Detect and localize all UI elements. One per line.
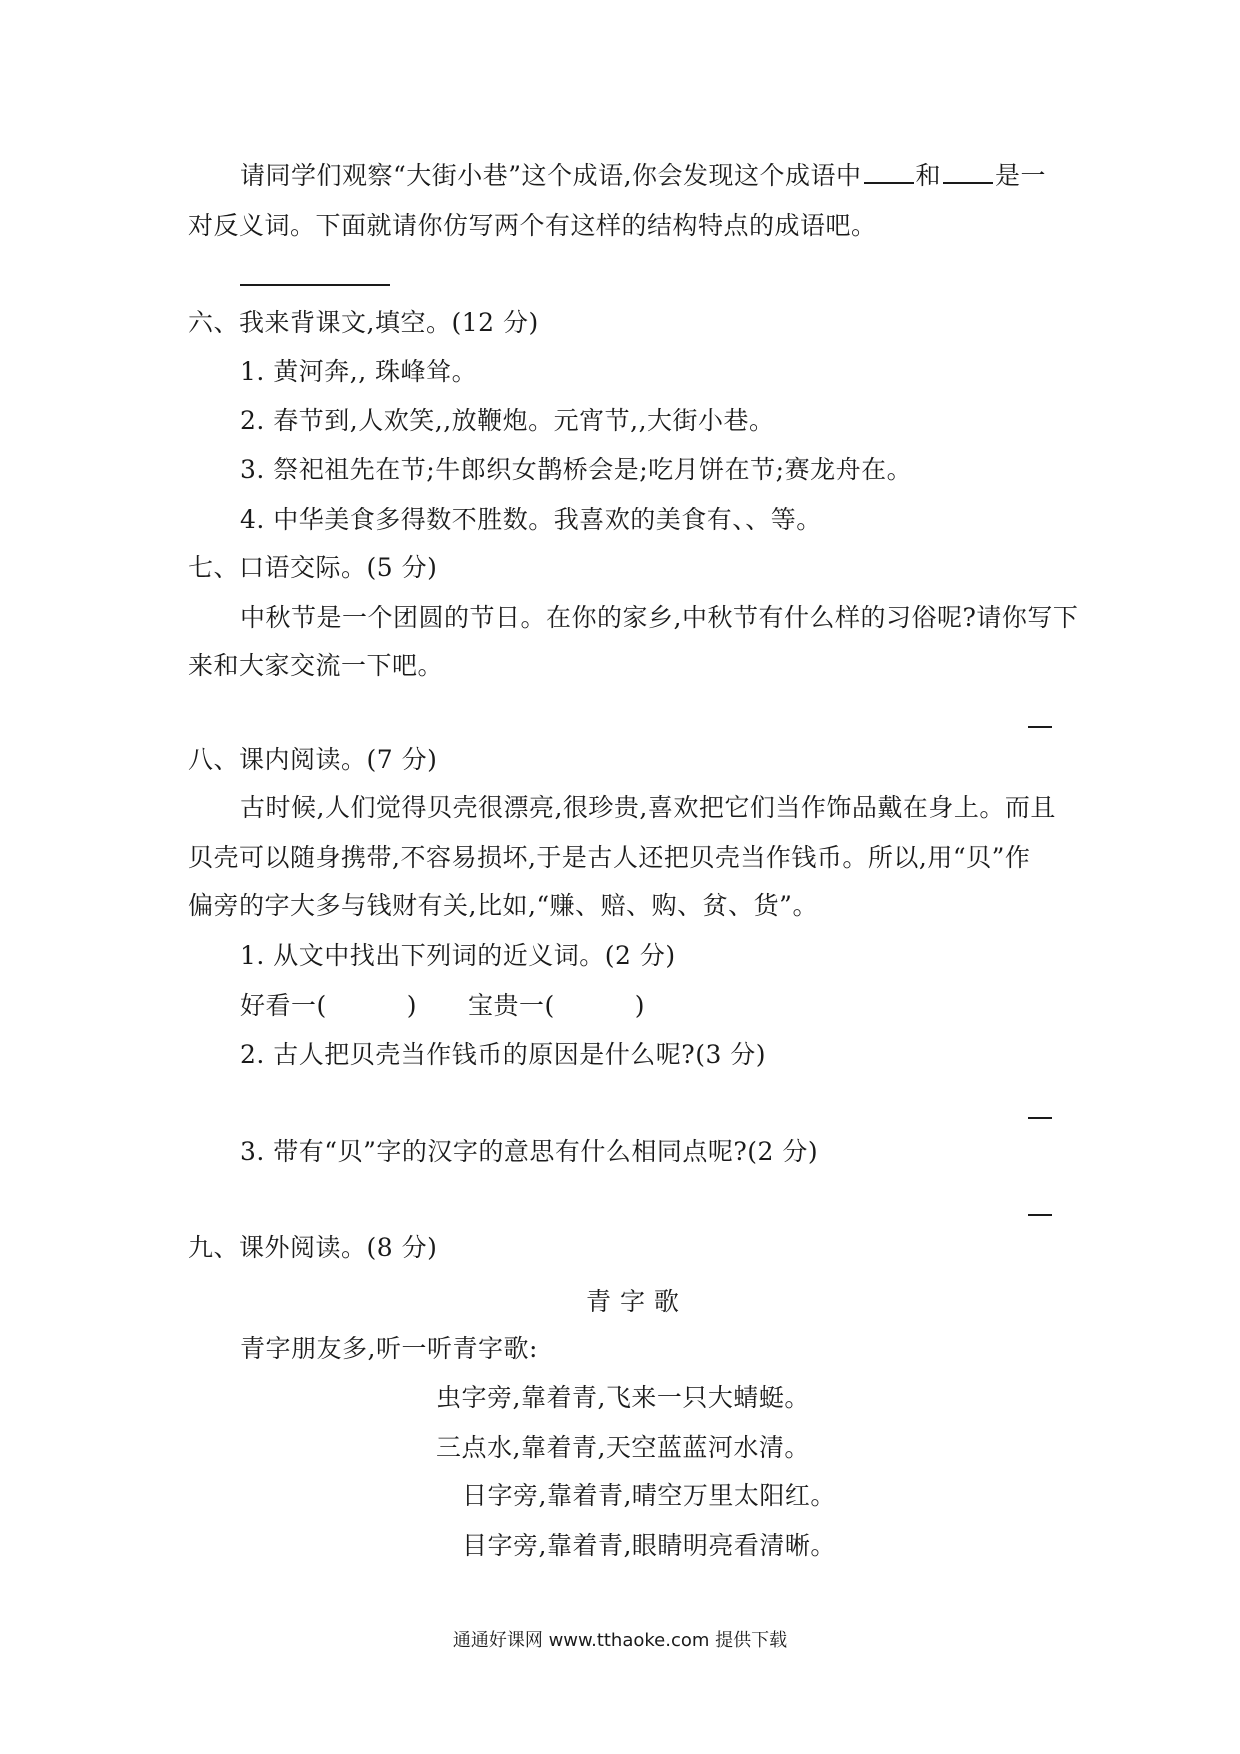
section6-title: 六、我来背课文,填空。(12 分): [188, 308, 539, 337]
section6-item-1: 1. 黄河奔,, 珠峰耸。: [240, 357, 478, 386]
section8-q1: 1. 从文中找出下列词的近义词。(2 分): [240, 941, 676, 970]
poem-verse-2: 三点水,靠着青,天空蓝蓝河水清。: [436, 1433, 810, 1462]
synonym-prompt-1: 好看一(: [240, 991, 327, 1020]
section8-para-2: 贝壳可以随身携带,不容易损坏,于是古人还把贝壳当作钱币。所以,用“贝”作: [188, 843, 1031, 872]
intro-text-a: 请同学们观察“大街小巷”这个成语,你会发现这个成语中: [240, 161, 862, 190]
answer-line[interactable]: [1028, 1117, 1052, 1119]
section8-q1-answers: [240, 990, 645, 1022]
answer-line[interactable]: [1028, 1214, 1052, 1216]
section9-title: 九、课外阅读。(8 分): [188, 1233, 438, 1262]
section8-para-1: 古时候,人们觉得贝壳很漂亮,很珍贵,喜欢把它们当作饰品戴在身上。而且: [240, 793, 1056, 822]
synonym-prompt-2: 宝贵一(: [467, 991, 555, 1020]
fill-blank[interactable]: [943, 160, 993, 184]
intro-line-1: [240, 160, 1046, 192]
intro-line-2: 对反义词。下面就请你仿写两个有这样的结构特点的成语吧。: [188, 211, 877, 240]
section8-para-3: 偏旁的字大多与钱财有关,比如,“赚、赔、购、贫、货”。: [188, 891, 818, 920]
section8-q2: 2. 古人把贝壳当作钱币的原因是什么呢?(3 分): [240, 1040, 767, 1069]
fill-blank[interactable]: [864, 160, 914, 184]
synonym-close-2: ): [634, 991, 645, 1020]
poem-intro: 青字朋友多,听一听青字歌:: [240, 1334, 538, 1363]
poem-verse-4: 目字旁,靠着青,眼睛明亮看清晰。: [462, 1531, 836, 1560]
section6-item-3: 3. 祭祀祖先在节;牛郎织女鹊桥会是;吃月饼在节;赛龙舟在。: [240, 455, 913, 484]
poem-verse-1: 虫字旁,靠着青,飞来一只大蜻蜓。: [436, 1383, 810, 1412]
section8-title: 八、课内阅读。(7 分): [188, 745, 438, 774]
page-footer: 通通好课网 www.tthaoke.com 提供下载: [452, 1630, 788, 1651]
poem-verse-3: 日字旁,靠着青,晴空万里太阳红。: [462, 1481, 836, 1510]
section8-q3: 3. 带有“贝”字的汉字的意思有什么相同点呢?(2 分): [240, 1137, 819, 1166]
intro-text-b: 和: [915, 161, 942, 190]
poem-title: 青 字 歌: [586, 1287, 680, 1316]
section6-item-2: 2. 春节到,人欢笑,,放鞭炮。元宵节,,大街小巷。: [240, 406, 775, 435]
section7-line-2: 来和大家交流一下吧。: [188, 651, 444, 680]
section6-item-4: 4. 中华美食多得数不胜数。我喜欢的美食有、、等。: [240, 505, 822, 534]
answer-line[interactable]: [240, 284, 390, 286]
synonym-close-1: ): [406, 991, 418, 1020]
answer-line[interactable]: [1028, 726, 1052, 728]
intro-text-c: 是一: [995, 161, 1047, 190]
section7-line-1: 中秋节是一个团圆的节日。在你的家乡,中秋节有什么样的习俗呢?请你写下: [240, 603, 1079, 632]
section7-title: 七、口语交际。(5 分): [188, 553, 438, 582]
